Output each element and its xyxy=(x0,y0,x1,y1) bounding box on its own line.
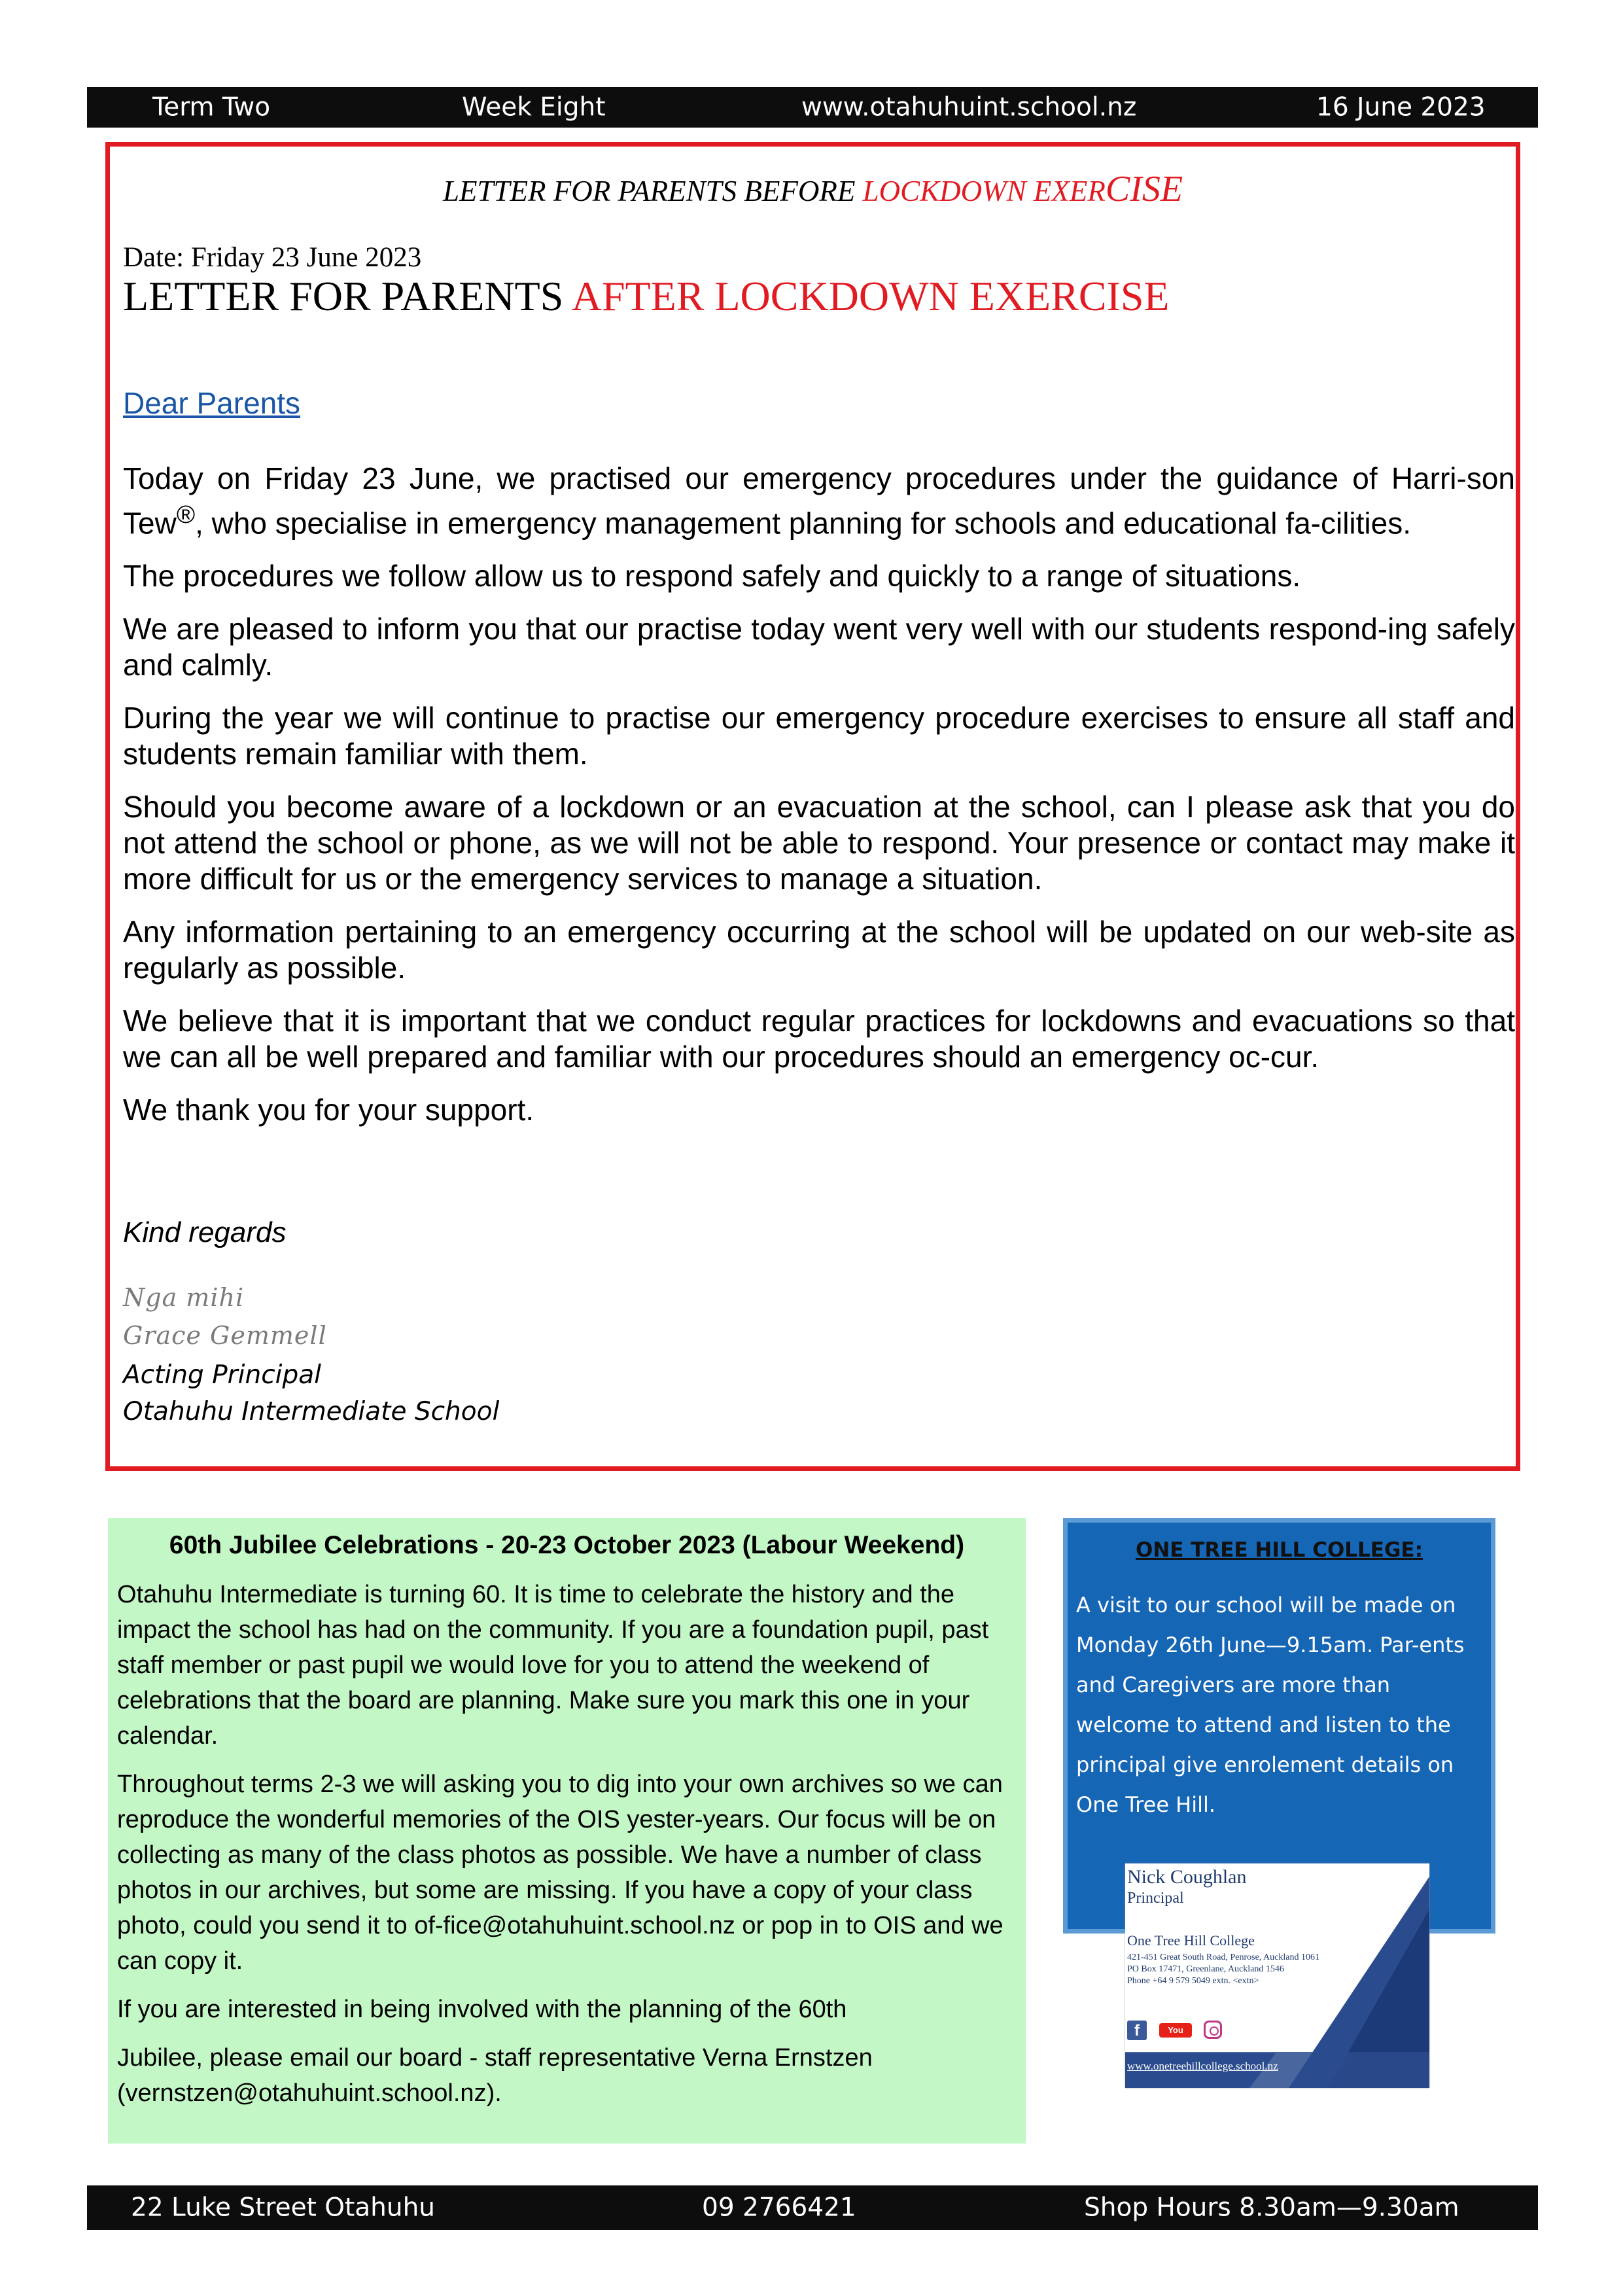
salutation: Dear Parents xyxy=(123,386,301,420)
card-phone: Phone +64 9 579 5049 extn. <extn> xyxy=(1127,1976,1259,1986)
letter-paragraph: During the year we will continue to practise our emergency procedure exercises to ensure all staff and students remain familiar with them. xyxy=(123,701,1515,771)
lockdown-letter xyxy=(105,142,1520,1471)
letter-title-red: LOCKDOWN EXER xyxy=(862,175,1106,207)
signature-line: Nga mihi xyxy=(123,1283,245,1312)
jubilee-paragraph: Otahuhu Intermediate is turning 60. It is time to celebrate the history and the impact the school has had on the community. If you are a foundation pupil, past staff member or past pupil we would love for you to attend the weekend of celebrations that the board are planning. Make sure you mark this one in your calendar. xyxy=(117,1581,989,1750)
card-address: 421-451 Great South Road, Penrose, Auckland 1061 xyxy=(1127,1952,1319,1962)
letter-date: Date: Friday 23 June 2023 xyxy=(123,242,422,273)
letter-paragraph: Any information pertaining to an emergency occurring at the school will be updated on our web-site as regularly as possible. xyxy=(123,915,1515,985)
jubilee-title: 60th Jubilee Celebrations - 20-23 October 2023 (Labour Weekend) xyxy=(169,1531,965,1559)
letter-heading xyxy=(123,272,1170,321)
jubilee-body xyxy=(117,1577,1015,2124)
letter-paragraph: We are pleased to inform you that our practise today went very well with our students respond-ing safely and calmly. xyxy=(123,612,1515,682)
letter-heading-red: AFTER LOCKDOWN EXERCISE xyxy=(571,273,1170,319)
week-label: Week Eight xyxy=(462,92,606,122)
letter-paragraph-1b: , who specialise in emergency management planning for schools and educational fa-cilities. xyxy=(195,506,1411,540)
letter-title-prefix: LETTER FOR PARENTS BEFORE xyxy=(442,175,863,207)
footer-hours: Shop Hours 8.30am—9.30am xyxy=(1084,2193,1459,2223)
letter-paragraph: We thank you for your support. xyxy=(123,1093,534,1127)
instagram-icon[interactable] xyxy=(1204,2021,1222,2039)
signature-name: Grace Gemmell xyxy=(123,1321,327,1350)
letter-title-red-big: CISE xyxy=(1105,169,1183,209)
jubilee-paragraph: If you are interested in being involved with the planning of the 60th xyxy=(117,1996,847,2023)
letter-paragraph: Should you become aware of a lockdown or an evacuation at the school, can I please ask that you do not attend the school or phone, as we will not be able to respond. Your presence or contact may make it more difficult for us or the emergency services to manage a situation. xyxy=(123,790,1515,896)
letter-body xyxy=(123,461,1515,1145)
college-text: A visit to our school will be made on Monday 26th June—9.15am. Par-ents and Caregivers are more than welcome to attend and listen to the principal give enrolement details on One Tree Hill. xyxy=(1076,1593,1465,1817)
signatory-role: Acting Principal xyxy=(123,1360,321,1390)
footer-phone: 09 2766421 xyxy=(702,2193,856,2223)
jubilee-panel xyxy=(108,1518,1026,2144)
footer-bar xyxy=(87,2185,1538,2230)
card-role: Principal xyxy=(1127,1890,1184,1907)
card-website-link[interactable]: www.onetreehillcollege.school.nz xyxy=(1127,2060,1278,2072)
footer-address: 22 Luke Street Otahuhu xyxy=(131,2193,436,2223)
letter-heading-prefix: LETTER FOR PARENTS xyxy=(123,273,572,319)
letter-paragraph-1a: Today on Friday 23 June, we practised our emergency procedures under the guidance of Harri-son Tew xyxy=(123,461,1515,540)
business-card xyxy=(1125,1863,1429,2088)
card-po-box: PO Box 17471, Greenlane, Auckland 1546 xyxy=(1127,1964,1284,1974)
signatory-school: Otahuhu Intermediate School xyxy=(123,1397,500,1426)
term-label: Term Two xyxy=(152,92,271,122)
jubilee-paragraph: Jubilee, please email our board - staff representative Verna Ernstzen (vernstzen@otahuhuint.school.nz). xyxy=(117,2044,873,2107)
website-link[interactable]: www.otahuhuint.school.nz xyxy=(801,92,1137,122)
jubilee-paragraph: Throughout terms 2-3 we will asking you to dig into your own archives so we can reproduce the wonderful memories of the OIS yester-years. Our focus will be on collecting as many of the class photos as possible. We have a number of class photos in our archives, but some are missing. If you have a copy of your class photo, could you send it to of-fice@otahuhuint.school.nz or pop in to OIS and we can copy it. xyxy=(117,1771,1003,1975)
facebook-icon[interactable]: f xyxy=(1127,2021,1147,2040)
card-college: One Tree Hill College xyxy=(1127,1932,1255,1949)
card-name: Nick Coughlan xyxy=(1127,1866,1247,1888)
letter-paragraph xyxy=(123,461,1515,541)
youtube-icon[interactable]: You Tube xyxy=(1159,2023,1192,2038)
closing: Kind regards xyxy=(123,1216,287,1248)
letter-paragraph: We believe that it is important that we conduct regular practices for lockdowns and evacuations so that we can all be well prepared and familiar with our procedures should an emergency oc-cur. xyxy=(123,1004,1515,1074)
registered-mark: ® xyxy=(176,501,196,529)
letter-paragraph: The procedures we follow allow us to respond safely and quickly to a range of situations. xyxy=(123,559,1301,593)
header-bar xyxy=(87,87,1538,128)
letter-title xyxy=(110,168,1516,210)
college-title: ONE TREE HILL COLLEGE: xyxy=(1135,1538,1423,1562)
issue-date: 16 June 2023 xyxy=(1316,92,1486,122)
